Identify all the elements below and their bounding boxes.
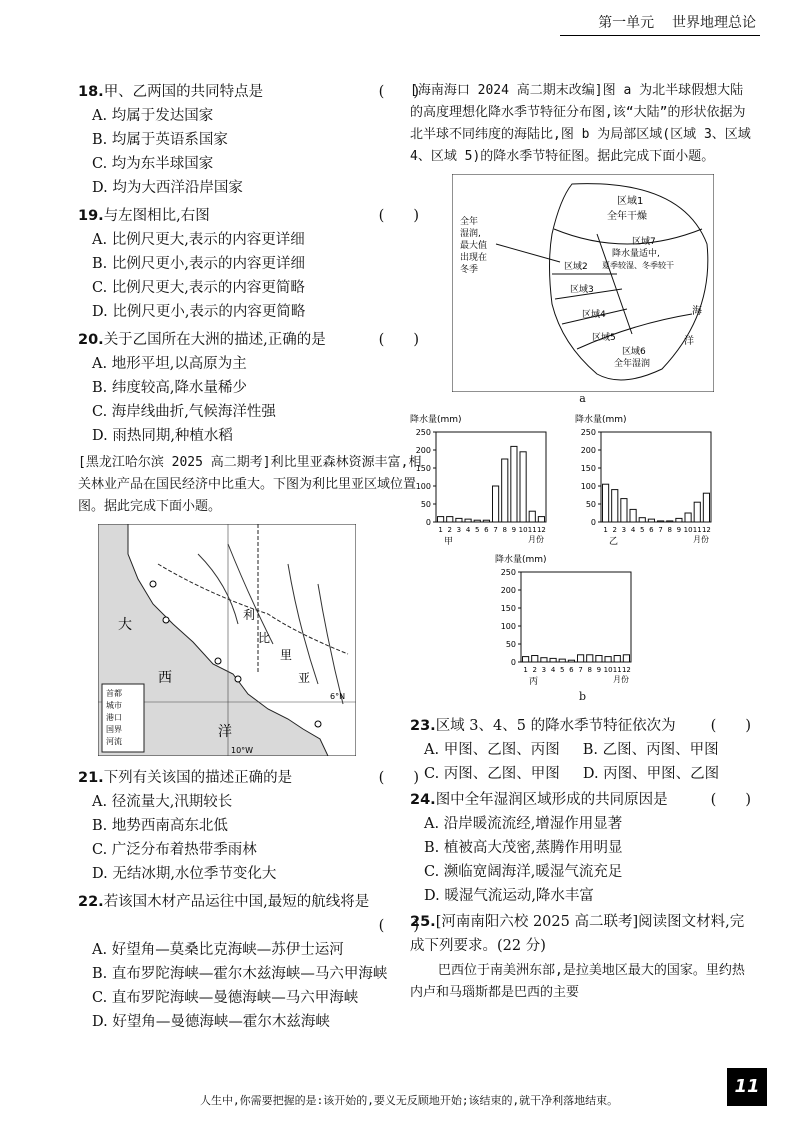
figure-b-caption: b xyxy=(578,690,587,703)
bar xyxy=(605,657,611,662)
region-label: 区域6 xyxy=(622,347,646,357)
option[interactable]: B. 均属于英语系国家 xyxy=(92,132,228,148)
question-stem: 与左图相比,右图 xyxy=(103,208,210,224)
chart-name: 甲 xyxy=(444,537,454,547)
bar xyxy=(474,520,480,522)
latitude-label: 6°N xyxy=(330,692,346,701)
x-tick-label: 10 xyxy=(683,526,693,534)
region-label: 区域7 xyxy=(632,237,656,247)
header-rule xyxy=(560,35,760,36)
y-tick-label: 150 xyxy=(500,604,516,613)
x-tick-label: 1 xyxy=(523,666,528,674)
x-tick-label: 10 xyxy=(518,526,528,534)
port-marker xyxy=(235,676,241,682)
x-tick-label: 8 xyxy=(502,526,507,534)
bar xyxy=(438,517,444,522)
y-tick-label: 250 xyxy=(500,568,516,577)
x-tick-label: 4 xyxy=(630,526,636,534)
x-tick-label: 7 xyxy=(493,526,498,534)
plot-frame xyxy=(521,572,631,662)
x-tick-label: 9 xyxy=(596,666,602,674)
question-stem: 关于乙国所在大洲的描述,正确的是 xyxy=(103,332,326,348)
chart-title: 降水量(mm) xyxy=(410,415,462,425)
option[interactable]: C. 均为东半球国家 xyxy=(92,156,214,172)
y-tick-label: 0 xyxy=(425,518,431,527)
region-label: 区域4 xyxy=(582,310,606,320)
answer-blank[interactable]: ( ) xyxy=(378,918,419,934)
chart-yi xyxy=(575,410,720,550)
country-label: 比 xyxy=(258,631,271,645)
region-label: 区域1 xyxy=(617,196,644,207)
capital-marker xyxy=(163,617,169,623)
side-note: 最大值 xyxy=(460,241,488,251)
question-number: 22. xyxy=(78,894,104,910)
option[interactable]: A. 甲图、乙图、丙图 xyxy=(424,742,560,758)
question-23 xyxy=(410,714,755,786)
legend-item: 河流 xyxy=(106,737,122,746)
question-number: 24. xyxy=(410,792,436,808)
x-tick-label: 5 xyxy=(640,526,645,534)
option[interactable]: B. 乙图、丙图、甲图 xyxy=(582,742,719,758)
option[interactable]: A. 均属于发达国家 xyxy=(92,108,214,124)
question-number: 18. xyxy=(78,84,104,100)
option[interactable]: B. 纬度较高,降水量稀少 xyxy=(92,380,247,396)
option[interactable]: D. 暖湿气流运动,降水丰富 xyxy=(424,888,594,904)
option[interactable]: B. 地势西南高东北低 xyxy=(92,818,228,834)
x-tick-label: 10 xyxy=(603,666,613,674)
bar xyxy=(529,511,535,522)
option[interactable]: D. 均为大西洋沿岸国家 xyxy=(92,180,243,196)
x-tick-label: 12 xyxy=(621,666,631,674)
city-marker xyxy=(215,658,221,664)
bar xyxy=(456,518,462,522)
chart-jia xyxy=(410,410,555,550)
option[interactable]: A. 比例尺更大,表示的内容更详细 xyxy=(92,232,305,248)
bar xyxy=(578,655,584,662)
x-axis-label: 月份 xyxy=(528,535,544,544)
side-note: 冬季 xyxy=(460,265,479,275)
answer-blank[interactable]: ( ) xyxy=(378,208,419,224)
question-stem: [河南南阳六校 2025 高二联考]阅读图文材料,完成下列要求。(22 分) xyxy=(410,914,745,954)
page-number: 11 xyxy=(727,1068,767,1106)
x-tick-label: 6 xyxy=(649,526,654,534)
hainan-intro: [海南海口 2024 高二期末改编]图 a 为北半球假想大陆的高度理想化降水季节特征分布图,该“大陆”的形状依据为北半球不同纬度的海陆比,图 b 为局部区域(区域 3、区域 4、区域 5)的降水季节特征图。据此完成下面小题。 xyxy=(410,83,751,164)
question-22 xyxy=(78,890,423,1034)
y-tick-label: 100 xyxy=(580,482,596,491)
bar xyxy=(621,499,627,522)
y-tick-label: 100 xyxy=(415,482,431,491)
chart-name: 丙 xyxy=(529,677,539,687)
passage: 巴西位于南美洲东部,是拉美地区最大的国家。里约热内卢和马瑙斯都是巴西的主要 xyxy=(410,963,745,1000)
side-note: 全年 xyxy=(460,217,479,227)
option[interactable]: D. 丙图、甲图、乙图 xyxy=(582,766,720,782)
x-tick-label: 7 xyxy=(578,666,583,674)
option[interactable]: C. 直布罗陀海峡—曼德海峡—马六甲海峡 xyxy=(92,990,359,1006)
y-tick-label: 200 xyxy=(580,446,596,455)
bar xyxy=(614,656,620,662)
y-tick-label: 150 xyxy=(580,464,596,473)
option[interactable]: C. 丙图、乙图、甲图 xyxy=(424,766,560,782)
y-tick-label: 250 xyxy=(415,428,431,437)
charts-row-2 xyxy=(410,550,755,690)
bar xyxy=(538,517,544,522)
bar xyxy=(694,502,700,522)
answer-blank[interactable]: ( ) xyxy=(378,84,419,100)
y-tick-label: 50 xyxy=(585,500,596,509)
legend-item: 城市 xyxy=(106,701,122,710)
bar xyxy=(587,655,593,662)
chart-name: 乙 xyxy=(609,537,619,547)
option[interactable]: D. 雨热同期,种植水稻 xyxy=(92,428,233,444)
liberia-map xyxy=(98,524,356,756)
option-row xyxy=(410,762,755,786)
x-tick-label: 3 xyxy=(621,526,627,534)
x-tick-label: 12 xyxy=(701,526,711,534)
x-axis-label: 月份 xyxy=(613,675,629,684)
sea-label: 洋 xyxy=(684,336,694,347)
bar xyxy=(483,520,489,522)
question-25 xyxy=(410,910,755,1004)
ocean-label: 西 xyxy=(158,670,172,686)
x-tick-label: 4 xyxy=(465,526,471,534)
x-tick-label: 1 xyxy=(438,526,443,534)
side-note: 出现在 xyxy=(460,253,488,263)
bar xyxy=(541,658,547,662)
bar xyxy=(596,656,602,662)
option[interactable]: B. 直布罗陀海峡—霍尔木兹海峡—马六甲海峡 xyxy=(92,966,388,982)
option[interactable]: C. 比例尺更大,表示的内容更简略 xyxy=(92,280,305,296)
option[interactable]: B. 比例尺更小,表示的内容更详细 xyxy=(92,256,305,272)
y-tick-label: 100 xyxy=(500,622,516,631)
x-tick-label: 2 xyxy=(447,526,452,534)
city-marker xyxy=(150,581,156,587)
x-tick-label: 12 xyxy=(536,526,546,534)
x-tick-label: 2 xyxy=(532,666,537,674)
footer-motto: 人生中,你需要把握的是:该开始的,要义无反顾地开始;该结束的,就干净利落地结束。 xyxy=(200,1094,619,1107)
running-header xyxy=(598,12,756,32)
chart-bing xyxy=(495,550,640,690)
x-tick-label: 9 xyxy=(676,526,682,534)
bar xyxy=(703,493,709,522)
question-20 xyxy=(78,328,423,448)
answer-blank[interactable]: ( ) xyxy=(378,770,419,786)
question-number: 23. xyxy=(410,718,436,734)
chapter-title: 世界地理总论 xyxy=(672,15,756,31)
region-label: 区域2 xyxy=(564,262,588,272)
answer-blank[interactable]: ( ) xyxy=(710,792,751,808)
unit-label: 第一单元 xyxy=(598,15,655,31)
liberia-intro: [黑龙江哈尔滨 2025 高二期考]利比里亚森林资源丰富,相关林业产品在国民经济中比重大。下图为利比里亚区域位置图。据此完成下面小题。 xyxy=(78,455,422,514)
option[interactable]: D. 比例尺更小,表示的内容更简略 xyxy=(92,304,306,320)
chart-title: 降水量(mm) xyxy=(495,555,547,565)
bar xyxy=(447,517,453,522)
plot-frame xyxy=(436,432,546,522)
bar xyxy=(630,509,636,522)
option[interactable]: A. 沿岸暖流流经,增湿作用显著 xyxy=(424,816,623,832)
region-label: 区域5 xyxy=(592,333,616,343)
bar xyxy=(685,513,691,522)
x-tick-label: 6 xyxy=(484,526,489,534)
bar xyxy=(667,521,673,522)
region-label: 全年湿润 xyxy=(614,359,651,369)
bar xyxy=(568,660,574,662)
bar xyxy=(639,518,645,522)
x-tick-label: 11 xyxy=(527,526,537,534)
y-tick-label: 200 xyxy=(415,446,431,455)
chart-title: 降水量(mm) xyxy=(575,415,627,425)
x-axis-label: 月份 xyxy=(693,535,709,544)
figure-a-caption: a xyxy=(579,392,586,405)
question-19 xyxy=(78,204,423,324)
region-label: 区域3 xyxy=(570,285,594,295)
bar xyxy=(465,519,471,522)
x-tick-label: 11 xyxy=(692,526,702,534)
option[interactable]: C. 濒临宽阔海洋,暖湿气流充足 xyxy=(424,864,623,880)
bar xyxy=(648,519,654,522)
longitude-label: 10°W xyxy=(231,746,254,755)
side-note: 湿润, xyxy=(460,229,481,239)
x-tick-label: 7 xyxy=(658,526,663,534)
question-21 xyxy=(78,766,423,886)
option[interactable]: A. 径流量大,汛期较长 xyxy=(92,794,233,810)
question-18 xyxy=(78,80,423,200)
x-tick-label: 2 xyxy=(612,526,617,534)
y-tick-label: 50 xyxy=(505,640,516,649)
right-column xyxy=(410,80,755,1004)
option[interactable]: D. 好望角—曼德海峡—霍尔木兹海峡 xyxy=(92,1014,330,1030)
x-tick-label: 8 xyxy=(587,666,592,674)
x-tick-label: 3 xyxy=(456,526,462,534)
x-tick-label: 1 xyxy=(603,526,608,534)
x-tick-label: 11 xyxy=(612,666,622,674)
legend-item: 首都 xyxy=(106,689,122,698)
option[interactable]: C. 海岸线曲折,气候海洋性强 xyxy=(92,404,276,420)
y-tick-label: 200 xyxy=(500,586,516,595)
answer-blank[interactable]: ( ) xyxy=(378,332,419,348)
bar xyxy=(603,484,609,522)
bar xyxy=(511,446,517,522)
bar xyxy=(532,656,538,662)
bar xyxy=(623,655,629,662)
x-tick-label: 3 xyxy=(541,666,547,674)
legend-item: 国界 xyxy=(106,725,122,734)
legend-item: 港口 xyxy=(106,713,122,722)
option[interactable]: A. 好望角—莫桑比克海峡—苏伊士运河 xyxy=(92,942,344,958)
country-label: 亚 xyxy=(298,671,311,685)
region-label: 夏季较湿、冬季较干 xyxy=(602,261,674,270)
y-tick-label: 0 xyxy=(590,518,596,527)
x-tick-label: 4 xyxy=(550,666,556,674)
option[interactable]: D. 无结冰期,水位季节变化大 xyxy=(92,866,277,882)
region-label: 降水量适中, xyxy=(612,249,660,259)
ocean-label: 大 xyxy=(118,617,132,633)
port-marker xyxy=(315,721,321,727)
bar xyxy=(523,657,529,662)
y-tick-label: 250 xyxy=(580,428,596,437)
question-number: 20. xyxy=(78,332,104,348)
y-tick-label: 0 xyxy=(510,658,516,667)
ocean-label: 洋 xyxy=(218,724,232,740)
question-number: 19. xyxy=(78,208,104,224)
question-stem: 若该国木材产品运往中国,最短的航线将是 xyxy=(103,894,370,910)
x-tick-label: 8 xyxy=(667,526,672,534)
bar xyxy=(520,452,526,522)
question-stem: 图中全年湿润区域形成的共同原因是 xyxy=(435,792,668,808)
y-tick-label: 150 xyxy=(415,464,431,473)
answer-blank[interactable]: ( ) xyxy=(710,718,751,734)
question-number: 25. xyxy=(410,914,436,930)
question-stem: 甲、乙两国的共同特点是 xyxy=(103,84,264,100)
country-label: 里 xyxy=(280,648,293,662)
figure-a-continent xyxy=(452,174,714,392)
bar xyxy=(658,521,664,522)
region-label: 全年干燥 xyxy=(607,211,647,222)
bar xyxy=(493,486,499,522)
bar xyxy=(676,518,682,522)
x-tick-label: 9 xyxy=(511,526,517,534)
option[interactable]: A. 地形平坦,以高原为主 xyxy=(92,356,247,372)
question-number: 21. xyxy=(78,770,104,786)
bar xyxy=(612,490,618,522)
option[interactable]: B. 植被高大茂密,蒸腾作用明显 xyxy=(424,840,623,856)
bar xyxy=(559,659,565,662)
bar xyxy=(550,658,556,662)
left-column xyxy=(78,80,423,1034)
x-tick-label: 5 xyxy=(475,526,480,534)
country-label: 利 xyxy=(243,608,256,622)
option-row xyxy=(410,738,755,762)
sea-label: 海 xyxy=(692,306,702,317)
option[interactable]: C. 广泛分布着热带季雨林 xyxy=(92,842,257,858)
x-tick-label: 6 xyxy=(569,666,574,674)
x-tick-label: 5 xyxy=(560,666,565,674)
bar xyxy=(502,459,508,522)
question-stem: 下列有关该国的描述正确的是 xyxy=(103,770,293,786)
map-legend xyxy=(102,684,144,752)
question-24 xyxy=(410,788,755,908)
y-tick-label: 50 xyxy=(420,500,431,509)
charts-row-1 xyxy=(410,410,755,550)
question-stem: 区域 3、4、5 的降水季节特征依次为 xyxy=(435,718,676,734)
